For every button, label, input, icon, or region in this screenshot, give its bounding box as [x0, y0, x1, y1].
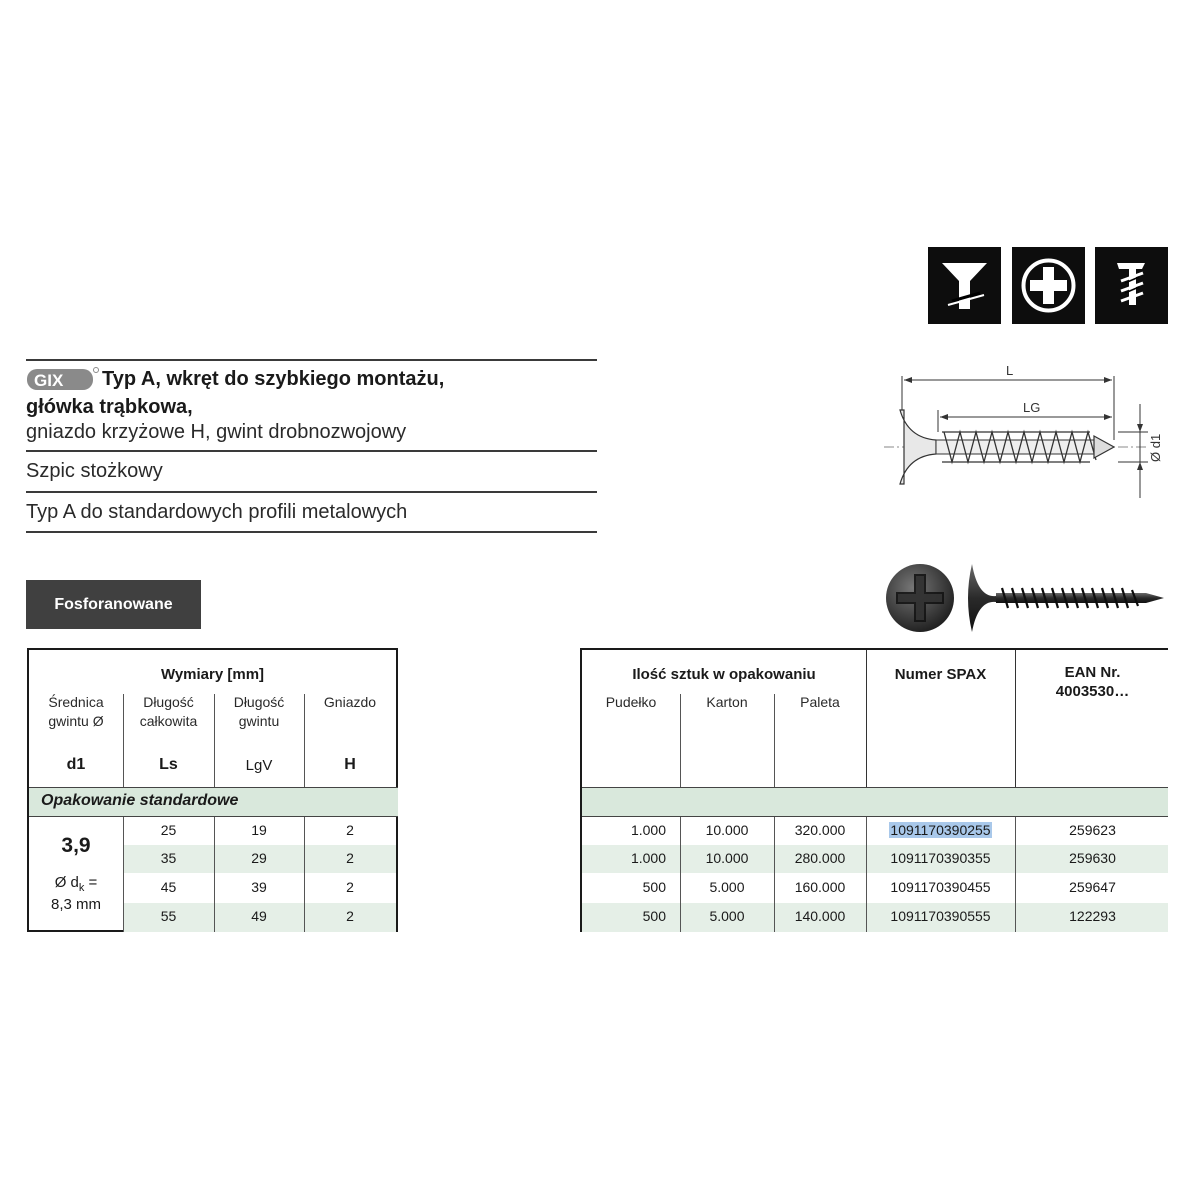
label-l: L: [1006, 363, 1014, 378]
row1-lg: 19: [251, 822, 267, 838]
row4-carton: 5.000: [709, 908, 745, 924]
row1-carton: 10.000: [705, 822, 749, 838]
col-carton-label: Karton: [706, 694, 748, 710]
head-diameter-value: 8,3 mm: [50, 896, 101, 913]
heading-bottom-rule: [26, 531, 597, 533]
row4-ls: 55: [160, 908, 177, 924]
tip-description: Szpic stożkowy: [26, 460, 163, 482]
row2-h: 2: [346, 850, 354, 866]
brand-logo-text: GIX: [34, 371, 64, 390]
label-d1: Ø d1: [1148, 433, 1163, 462]
heading-line1: [26, 366, 444, 392]
row1-spax[interactable]: [866, 822, 1015, 838]
row1-h: 2: [346, 822, 354, 838]
row4-h: 2: [346, 908, 354, 924]
row4-ean: 122293: [1069, 908, 1116, 924]
col-ls-label: Długość całkowita: [139, 694, 198, 729]
row3-carton: 5.000: [709, 879, 745, 895]
col-d1-symbol: d1: [66, 756, 86, 773]
finish-label: Fosforanowane: [26, 580, 201, 629]
heading-subtitle: gniazdo krzyżowe H, gwint drobnozwojowy: [26, 421, 407, 443]
row2-carton: 10.000: [705, 850, 749, 866]
row2-ls: 35: [160, 850, 177, 866]
col-ls-symbol: Ls: [159, 756, 178, 773]
quantity-header: Ilość sztuk w opakowaniu: [632, 666, 816, 683]
row2-lg: 29: [251, 850, 267, 866]
col-box-label: Pudełko: [605, 694, 657, 710]
dimensions-table: [27, 648, 398, 932]
row1-ean: 259623: [1069, 822, 1116, 838]
row1-box: 1.000: [630, 822, 666, 838]
dimensions-header: Wymiary [mm]: [160, 666, 265, 683]
row3-h: 2: [346, 879, 354, 895]
row2-ean: 259630: [1069, 850, 1116, 866]
row1-pallet: 320.000: [794, 822, 846, 838]
col-lg-label: Długość gwintu: [233, 694, 285, 729]
row1-ls: 25: [160, 822, 177, 838]
cross-recess-icon: [1012, 247, 1085, 324]
row3-ean: 259647: [1069, 879, 1116, 895]
row3-ls: 45: [160, 879, 177, 895]
brand-logo: [26, 366, 100, 392]
heading-rule-3: [26, 491, 597, 493]
row3-spax: 1091170390455: [890, 879, 991, 895]
row4-box: 500: [642, 908, 666, 924]
screw-photo: [884, 560, 1166, 636]
row1-spax-selected-text[interactable]: 1091170390255: [890, 822, 991, 838]
countersunk-head-icon: [928, 247, 1001, 324]
row3-pallet: 160.000: [794, 879, 846, 895]
row3-lg: 39: [251, 879, 267, 895]
heading-rule-2: [26, 450, 597, 452]
label-lg: LG: [1023, 400, 1041, 415]
row2-pallet: 280.000: [794, 850, 846, 866]
heading-title-line1: Typ A, wkręt do szybkiego montażu,: [102, 367, 445, 390]
col-pallet-label: Paleta: [800, 694, 840, 710]
heading-title-line2: główka trąbkowa,: [26, 396, 193, 418]
heading-top-rule: [26, 359, 597, 361]
row2-box: 1.000: [630, 850, 666, 866]
ean-header: EAN Nr. 4003530…: [1055, 664, 1130, 700]
packaging-table: [580, 648, 1168, 932]
spax-header: Numer SPAX: [894, 666, 987, 683]
diameter-value: 3,9: [61, 834, 91, 857]
type-description: Typ A do standardowych profili metalowych: [26, 501, 408, 523]
standard-pack-band-right: [582, 787, 1168, 817]
head-diameter-label: Ø $d_k$ =: [54, 874, 98, 894]
row4-lg: 49: [251, 908, 267, 924]
row3-box: 500: [642, 879, 666, 895]
fine-thread-icon: [1095, 247, 1168, 324]
col-d1-label: Średnica gwintu Ø: [48, 694, 104, 729]
standard-pack-label: Opakowanie standardowe: [41, 792, 239, 809]
row2-spax: 1091170390355: [890, 850, 991, 866]
col-h-symbol: H: [344, 756, 356, 773]
screw-dimension-drawing: [878, 360, 1178, 502]
col-h-label: Gniazdo: [323, 694, 377, 710]
row4-spax: 1091170390555: [890, 908, 991, 924]
row4-pallet: 140.000: [794, 908, 846, 924]
col-lg-symbol: LgV: [245, 757, 273, 774]
